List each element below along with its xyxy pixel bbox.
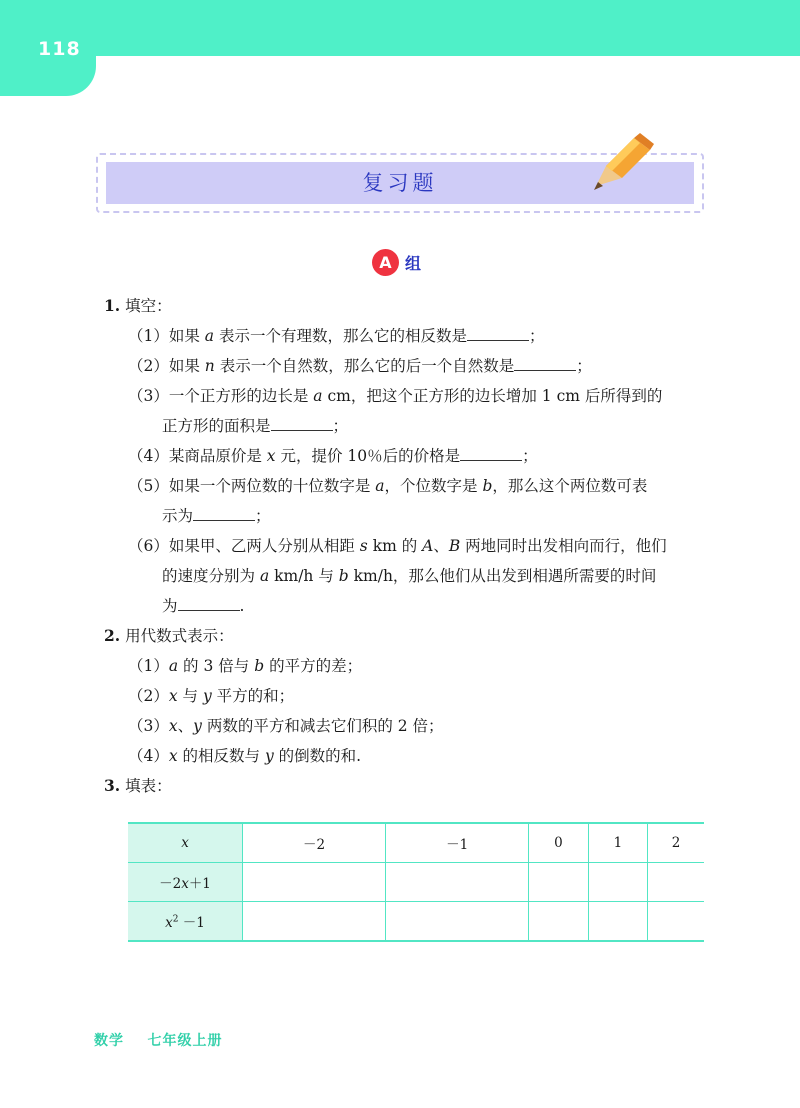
- text: km/h 与: [269, 567, 339, 585]
- q1-item-4: [128, 445, 538, 467]
- q1-item-6: [128, 535, 667, 557]
- table-row: [128, 863, 704, 902]
- answer-cell[interactable]: [529, 902, 588, 942]
- answer-cell[interactable]: [386, 902, 529, 942]
- question-1-title: [104, 295, 172, 317]
- text: 的平方的差；: [264, 657, 363, 675]
- table-header-cell: [128, 823, 243, 863]
- var: x: [181, 876, 189, 892]
- text: ；: [576, 357, 592, 375]
- text: （1）: [128, 657, 169, 675]
- text: 的 3 倍与: [178, 657, 255, 675]
- table-row-label: [128, 902, 243, 942]
- text: 两地同时出发相向而行，他们: [460, 537, 667, 555]
- footer: [94, 1030, 223, 1050]
- var: x: [181, 835, 189, 851]
- answer-cell[interactable]: [648, 902, 704, 942]
- text: 元，提价 10％后的价格是: [275, 447, 461, 465]
- var: s: [359, 537, 368, 555]
- question-text: 填表：: [125, 777, 172, 795]
- text: （6）如果甲、乙两人分别从相距: [128, 537, 360, 555]
- group-heading: [372, 248, 421, 276]
- table-header-cell: －1: [386, 823, 529, 863]
- q2-item-2: [128, 685, 294, 707]
- table-row: [128, 823, 704, 863]
- exponent: 2: [172, 914, 179, 925]
- answer-cell[interactable]: [648, 863, 704, 902]
- q2-item-3: [128, 715, 444, 737]
- text: （4）某商品原价是: [128, 447, 267, 465]
- table-header-cell: 0: [529, 823, 588, 863]
- group-label: 组: [405, 253, 422, 273]
- text: km 的: [367, 537, 423, 555]
- var: x: [266, 447, 276, 465]
- text: （2）: [128, 687, 169, 705]
- answer-blank[interactable]: [271, 416, 333, 431]
- var: y: [193, 717, 202, 735]
- var: b: [338, 567, 349, 585]
- text: 表示一个自然数，那么它的后一个自然数是: [214, 357, 515, 375]
- answer-blank[interactable]: [193, 506, 255, 521]
- table-header-cell: 2: [648, 823, 704, 863]
- var: x: [165, 915, 173, 931]
- q1-item-3: [128, 385, 662, 407]
- var: a: [168, 657, 179, 675]
- answer-blank[interactable]: [514, 356, 576, 371]
- text: ＋1: [188, 876, 211, 892]
- text: ；: [255, 507, 271, 525]
- text: （5）如果一个两位数的十位数字是: [128, 477, 376, 495]
- var: b: [254, 657, 265, 675]
- var: x: [168, 717, 178, 735]
- text: －1: [178, 915, 205, 931]
- text: ；: [332, 417, 349, 435]
- q1-item-3-cont: [162, 415, 348, 437]
- footer-subject: 数学: [94, 1033, 124, 1049]
- text: 两数的平方和减去它们积的 2 倍；: [201, 717, 444, 735]
- text: （3）一个正方形的边长是: [128, 387, 314, 405]
- var: a: [204, 327, 215, 345]
- question-3-title: [104, 775, 172, 797]
- text: －2: [159, 876, 182, 892]
- q1-item-5: [128, 475, 647, 497]
- text: ，那么这个两位数可表: [492, 477, 648, 495]
- page-number: 118: [38, 38, 81, 60]
- answer-cell[interactable]: [588, 863, 647, 902]
- footer-grade: 七年级上册: [147, 1033, 223, 1049]
- text: 平方的和；: [211, 687, 295, 705]
- question-number: 1.: [104, 296, 121, 315]
- table-row: [128, 902, 704, 942]
- question-2-title: [104, 625, 234, 647]
- question-text: 用代数式表示：: [125, 627, 234, 645]
- text: 、: [177, 717, 194, 735]
- text: 的相反数与: [177, 747, 265, 765]
- text: ，个位数字是: [384, 477, 483, 495]
- top-band: [0, 0, 800, 56]
- table-header-cell: 1: [588, 823, 647, 863]
- question-number: 2.: [104, 626, 121, 645]
- answer-cell[interactable]: [243, 902, 386, 942]
- q1-item-6-cont: [162, 565, 656, 587]
- var: x: [168, 687, 178, 705]
- value-table: [128, 822, 704, 942]
- q1-item-2: [128, 355, 592, 377]
- text: ；: [522, 447, 538, 465]
- var: b: [482, 477, 493, 495]
- question-text: 填空：: [125, 297, 172, 315]
- answer-blank[interactable]: [460, 446, 522, 461]
- var: y: [202, 687, 212, 705]
- text: ；: [528, 327, 545, 345]
- text: cm，把这个正方形的边长增加 1 cm 后所得到的: [322, 387, 663, 405]
- text: 、: [433, 537, 449, 555]
- q1-item-5-cont: [162, 505, 271, 527]
- var: a: [259, 567, 270, 585]
- text: .: [239, 597, 245, 615]
- text: （2）如果: [128, 357, 205, 375]
- question-number: 3.: [104, 776, 121, 795]
- answer-cell[interactable]: [588, 902, 647, 942]
- q2-item-4: [128, 745, 361, 767]
- text: （1）如果: [128, 327, 205, 345]
- var: x: [168, 747, 178, 765]
- var: a: [313, 387, 323, 405]
- var: a: [375, 477, 385, 495]
- text: （3）: [128, 717, 169, 735]
- text: 正方形的面积是: [162, 417, 271, 435]
- table-header-cell: －2: [243, 823, 386, 863]
- answer-blank[interactable]: [178, 596, 240, 611]
- q2-item-1: [128, 655, 362, 677]
- q1-item-6-cont2: [162, 595, 244, 617]
- text: km/h，那么他们从出发到相遇所需要的时间: [348, 567, 657, 585]
- var: A: [422, 537, 434, 555]
- table-row-label: [128, 863, 243, 902]
- var: y: [264, 747, 274, 765]
- answer-blank[interactable]: [467, 326, 529, 341]
- text: 示为: [162, 507, 194, 525]
- text: （4）: [128, 747, 169, 765]
- q1-item-1: [128, 325, 545, 347]
- text: 的速度分别为: [162, 567, 260, 585]
- group-badge: A: [372, 249, 399, 276]
- banner-title: 复习题: [362, 171, 438, 195]
- var: n: [204, 357, 215, 375]
- text: 的倒数的和.: [273, 747, 362, 765]
- answer-cell[interactable]: [386, 863, 529, 902]
- text: 表示一个有理数，那么它的相反数是: [214, 327, 467, 345]
- answer-cell[interactable]: [243, 863, 386, 902]
- text: 为: [162, 597, 178, 615]
- pencil-icon: [588, 130, 656, 196]
- var: B: [448, 537, 461, 555]
- answer-cell[interactable]: [529, 863, 588, 902]
- text: 与: [177, 687, 203, 705]
